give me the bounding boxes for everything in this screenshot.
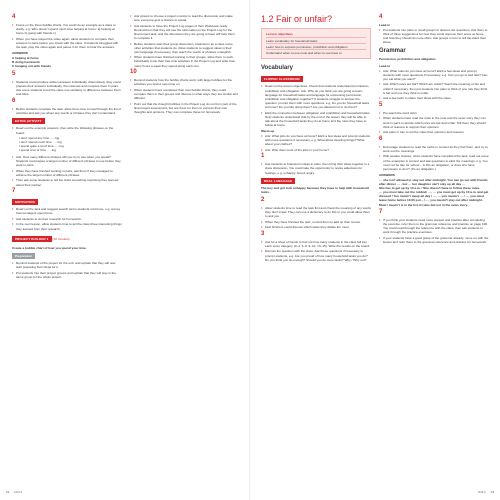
preparation-bar: Preparation — [12, 253, 35, 259]
left-column-2 — [130, 14, 238, 115]
bullet-text: • Before students complete the task, allow them time to read through the list of activities and ask you about any words or phrases they don't understand. — [12, 107, 122, 115]
bullet-text: • Allow students time to read the task first and check the meaning of any words they don't know. They can use a dictionary to do this or you could allow them to ask you. — [261, 206, 371, 218]
bullet-text: • Put students into their project groups and explain that they will stay in the same group for the whole project. — [12, 271, 122, 279]
page-number: 23 — [490, 489, 494, 494]
bullet-text: • Elicit the connection between obligation and prohibition and household tasks. Help students understand that by the end of the lesson they will be able to talk about the household tasks they do at home and the rules they have to follow at home. — [261, 111, 371, 127]
project-title: Create a bubble chart of how you spend your time. — [12, 245, 87, 250]
bullet-text: • Focus on the three bubble charts. You could do an example as a class to clarify, e.g. Who doesn't spend much time helping at home: a) helping at home b) going with friends c) — [12, 23, 122, 35]
objective-item: Learn vocabulary for household tasks — [266, 37, 366, 43]
bullet-text: • Before students start their group discussion, brainstorm as a class some other activities that students do. Allow students to suggest ideas in their own language if necessary, then teach the words or phrases in English. — [130, 42, 238, 54]
step-number: 6 — [379, 135, 383, 142]
bullet-text: • When students have read the rules in the note and the news story they can work in pairs to decide which rules are fair and unfair. Tell them they should think of reasons to support their opinions. — [379, 116, 489, 128]
bullet-text: • Ask groups to choose a project monitor to lead the discussion and make sure everyone gets a chance to speak. — [130, 14, 238, 22]
bullet-text: • Discuss the question with the class. Ask these questions if necessary to prompt students, e.g. Are you proud of how many household tasks you do? Do you think you do enough? Should you do more tasks? Why / Why not? — [261, 249, 371, 261]
phrase-list — [12, 136, 122, 152]
left-column-1 — [12, 14, 122, 280]
step-number: 10 — [130, 69, 137, 76]
unit-label: Unit 1 — [477, 489, 486, 494]
step-number: 4 — [379, 14, 383, 20]
bullet-text: • Ask: What jobs do you have at home? Elicit a few ideas and prompt students with more questions if necessary, e.g. What about cleaning things? What about your clothes? — [261, 134, 371, 146]
bullet-text: • Ask: What rules do you have at home? Elicit a few ideas and prompt students with more questions if necessary, e.g. Can you go to bed late? Can you eat what you want? — [379, 69, 489, 81]
bullet-text: • Point out that the thought bubbles in the Project Log do not form part of the final project assessment, but are there for them to express their own thoughts and opinions. They can complete these for homework. — [130, 102, 238, 114]
bullet-text: • Encourage students to read the verbs in context as they find them, and try to work out the meanings. — [379, 145, 489, 153]
answer-line: The boy and girl look unhappy because they have to help with household tasks. — [261, 186, 369, 195]
bullet-text: • Then ask some students to tell the class something surprising they learned about their partner. — [12, 178, 122, 186]
bullet-text: • Put students into pairs or small groups to discuss the questions. Ask them to think of three suggestions for how they could improve their score at home, and how they should do more often. Ask groups in turn to tell the class their ideas. — [379, 28, 489, 44]
answer-line: … she isn't allowed to stay out after midnight, You can go out with friends after dinner … , but … her daughter can't stay up all day … — [379, 177, 488, 187]
phrase-item: I don't spend any time … -ing — [19, 136, 60, 141]
bullet-text: • Students could produce written answers individually. Alternatively, they could prepare their answers individually, then discuss and compare them in pairs. Ask some students to tell the class one similarity or difference between them and Alice. — [12, 80, 122, 96]
left-footer — [6, 490, 22, 494]
bullet-text: • Ask: How many different phrases will you try to use when you speak? Students could agree a target number of different phrases to use before they work in pairs. — [12, 155, 122, 167]
answers-label: ANSWERS — [379, 172, 395, 177]
section-heading: Vocabulary — [261, 65, 293, 72]
step-number: 5 — [12, 70, 16, 77]
step-number: 3 — [261, 230, 265, 237]
answer-line: She has to get up by 10 a.m. / She doesn't have to follow these rules. — [379, 186, 481, 191]
bullet-text: • Ask: Which rules are fair? Which are unfair? Teach the meaning of fair and unfair if necessary, then put students into pairs to think of one rule they think is fair and one they think is unfair. — [379, 82, 489, 94]
phrase-item: I spend a lot of time … -ing — [19, 148, 56, 153]
bullet-text: • Read out the lesson objectives. Check that students understand permission, prohibition and obligation. Ask: Why do you think you are going to learn language for household tasks and language for expressing permission, prohibition and obligation together? If students struggle to answer the question, prompt them with more questions, e.g. Do you do household tasks at home? Do you like doing them? Are you allowed not to do them? — [261, 84, 371, 109]
section-bar: EXTRA ACTIVITY — [12, 118, 45, 124]
left-page — [0, 14, 249, 484]
bullet-text: • Remind students of the project for the unit, and explain that they will now start preparing their ideas for it. — [12, 261, 122, 269]
bullet-text: • When you have played the video again, allow students to compare their answers in pairs before you check with the class. If students struggled with the task, play the video again and pause it for them to hear the answers. — [12, 37, 122, 49]
bullet-text: • Ask: Who does most of the jobs in your home? — [261, 148, 371, 152]
bullet-text: • Ask students to do their research for homework. — [12, 217, 122, 221]
right-page — [251, 14, 500, 484]
bullet-text: • When they have finished working in pairs, ask them if they managed to achieve the target number of different phrases. — [12, 169, 122, 177]
answer-line: … you must take out the rubbish …, … you must get up by 10 a.m. and get dressed / You mustn't sleep all day / …, … you mustn't … / …, you must leave home before 10.00 p.m., / …, you mustn't stay out after midnight. Must / mustn't is in the list of rules but not in the news story. — [379, 190, 489, 207]
right-column-2 — [379, 14, 489, 246]
bullet-text: • If you think your students need more support and practice after completing the exercise, refer them to the grammar reference and practice on page 106. You could read through the reference with the class, then ask students to work through the practice exercises. — [379, 218, 489, 234]
step-number: 7 — [379, 208, 383, 215]
step-number: 7 — [12, 188, 16, 195]
section-bar: MOTIVATION — [12, 199, 38, 205]
bullet-text: • Remind students how the bubble charts work: with large bubbles for the activities you spend most time on. — [130, 78, 238, 86]
warm-up-label: Warm-up — [261, 128, 275, 133]
objective-item: Understand when to use must and when to use have to — [266, 49, 366, 55]
lesson-objectives-box — [261, 28, 371, 59]
bullet-text: • Read out the task and suggest search terms students could use, e.g. survey how teenagers spend time. — [12, 207, 122, 215]
answer-line: A helping at home — [12, 56, 39, 61]
step-number: 2 — [261, 196, 265, 203]
right-footer — [478, 490, 494, 494]
phrase-item: I spend quite a lot of time … -ing — [19, 144, 64, 149]
page-number: 22 — [6, 489, 10, 494]
step-number: 6 — [12, 97, 16, 104]
bullet-text: • Ask students to have the Project Log pages of their Workbook ready. Remind them that they will use the information in the Project Log for the final project task, and the discussion they are going to have will help them to complete it. — [130, 24, 238, 40]
bullet-text: • Ask a few pairs to share their ideas with the class. — [379, 96, 489, 100]
section-bar: FLIPPED CLASSROOM — [261, 76, 303, 82]
answer-line: B doing homework — [12, 60, 40, 65]
project-builder-bar: PROJECT BUILDER 1 — [12, 236, 52, 242]
step-number: 4 — [12, 14, 16, 20]
section-bar: REAL LANGUAGE — [261, 178, 295, 184]
answers-label: ANSWERS — [12, 51, 28, 56]
lead-in-label: Lead-in — [379, 23, 391, 27]
objective-item: Learn how to express permission, prohibition and obligation — [266, 43, 366, 49]
bullet-text: • Ask students to brainstorm ideas in pairs, then bring their ideas together in a class discussion. You could take the opportunity to revise adjectives for feelings, e.g. unhappy, bored, angry. — [261, 162, 371, 174]
lead-in-label: Lead-in — [379, 63, 391, 68]
bullet-text: • Read out the example answers, then write the following phrases on the board: — [12, 126, 122, 134]
answer-line: C hanging out with friends — [12, 64, 52, 69]
bullet-text: • When students have finished working in their groups, allow them to work individually to list their free-time activities in the Project Log and write how many hours a week they spend doing each one. — [130, 55, 238, 67]
bullet-text: • Ask pairs in turn to tell the class their opinions and reasons. — [379, 130, 489, 134]
bullet-text: • Pre-teach the word strict. — [379, 111, 489, 115]
bullet-text: • Fast finishers could discuss which tasks they dislike the most. — [261, 225, 371, 229]
step-number: 1 — [261, 153, 265, 160]
project-time: (10 minutes) — [52, 236, 70, 241]
bullet-text: • When students have completed their own bubble charts, they could compare them in their groups and discuss in what ways they are similar and different. — [130, 88, 238, 100]
phrase-item: I don't spend much time … -ing — [19, 140, 62, 145]
bullet-text: • When they have finished the quiz, remind them to add up their scores. — [261, 220, 371, 224]
bullet-text: • If your students have a good grasp of the grammar already, move on with the lesson and refer them to the grammar reference and practice for homework. — [379, 236, 489, 244]
bullet-text: • With weaker classes, when students have completed the task, read out some of the examples in context and ask questions to elicit the meanings, e.g. You must not be late for school – is this an obligation, or does she have permission to do it? (It's an obligation.) — [379, 154, 489, 170]
step-number: 5 — [379, 101, 383, 108]
lesson-title: 1.2 Fair or unfair? — [261, 14, 333, 24]
lesson-objectives-label: Lesson objectives — [266, 32, 293, 36]
bullet-text: • In the next lesson, allow students time to tell the class three interesting things they learned from their research. — [12, 222, 122, 230]
grammar-subheading: Permission, prohibition and obligation — [379, 57, 436, 62]
unit-label: Unit 1 — [14, 489, 23, 494]
bullet-text: • Ask for a show of hands to find out how many students in the class fall into each score category (0–4, 5–8, 9–12, 13–15). Write the results on the board. — [261, 240, 371, 248]
section-heading: Grammar — [379, 48, 406, 55]
right-column-1 — [261, 14, 371, 263]
